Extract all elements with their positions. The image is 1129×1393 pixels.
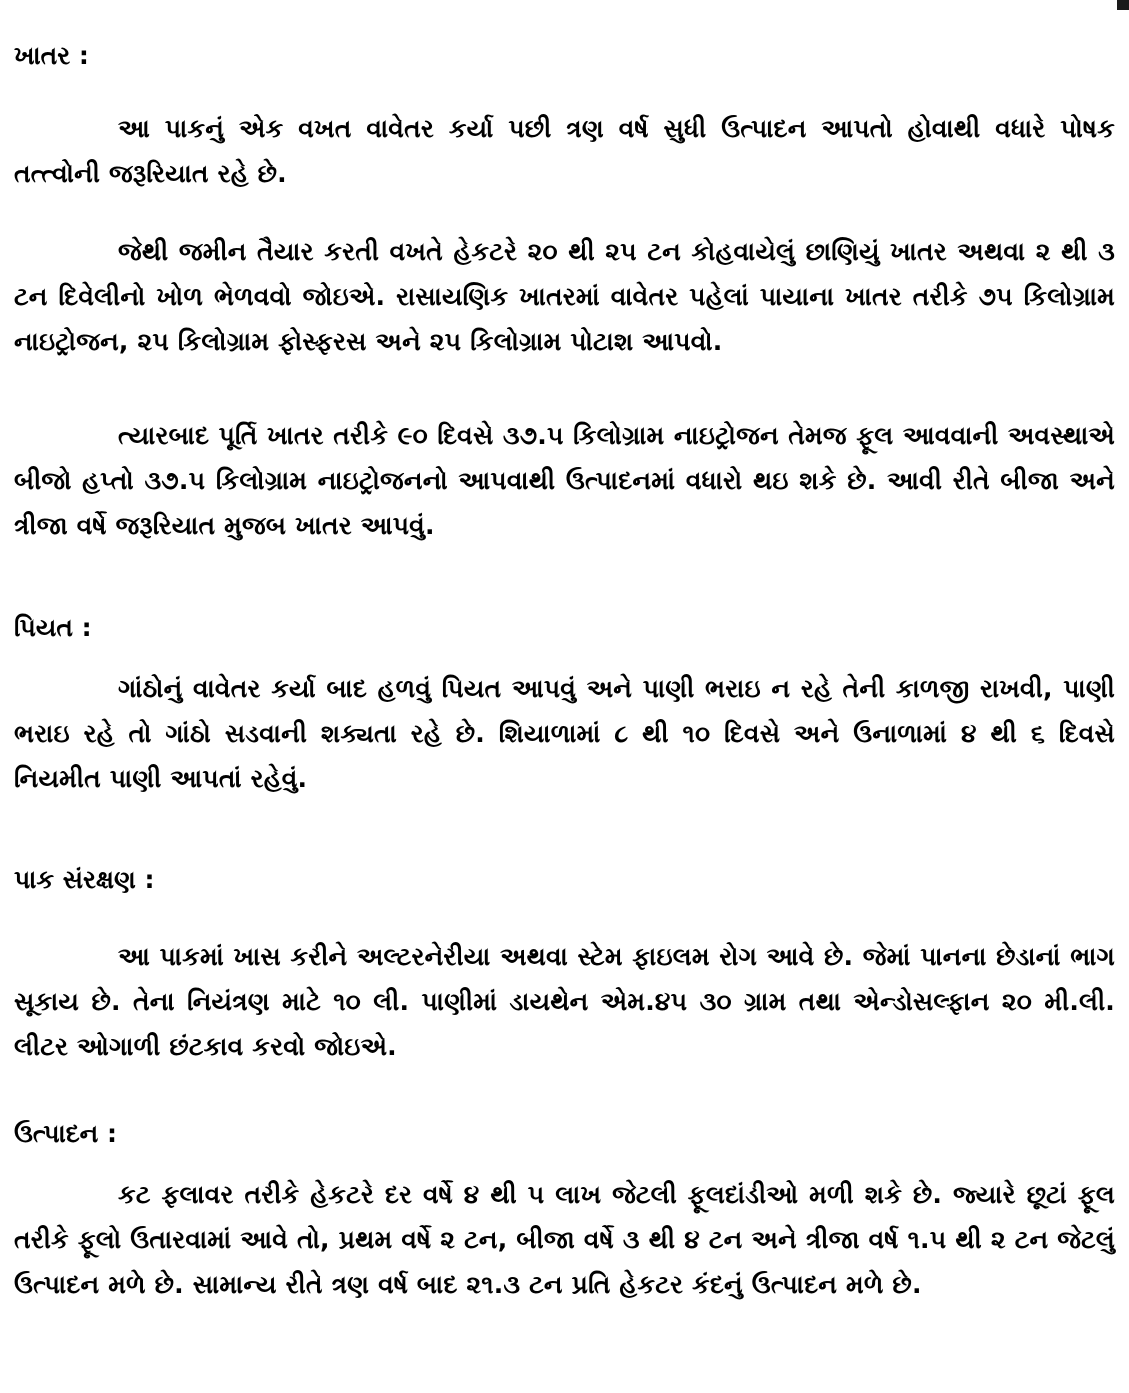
paragraph-fertilizer-1: આ પાકનું એક વખત વાવેતર કર્યા પછી ત્રણ વર્ષ સુધી ઉત્પાદન આપતો હોવાથી વધારે પોષક તત્ત્વોની જરૂરિયાત રહે છે. [14, 114, 1115, 188]
paragraph-irrigation-1: ગાંઠોનું વાવેતર કર્યા બાદ હળવું પિયત આપવું અને પાણી ભરાઇ ન રહે તેની કાળજી રાખવી, પાણી ભરાઇ રહે તો ગાંઠો સડવાની શક્યતા રહે છે. શિયાળામાં ૮ થી ૧૦ દિવસે અને ઉનાળામાં ૪ થી ૬ દિવસે નિયમીત પાણી આપતાં રહેવું. [14, 674, 1115, 793]
heading-fertilizer: ખાતર : [14, 41, 89, 70]
heading-irrigation: પિયત : [14, 613, 92, 642]
heading-crop-protection: પાક સંરક્ષણ : [14, 865, 155, 894]
paragraph-fertilizer-2: જેથી જમીન તૈયાર કરતી વખતે હેકટરે ૨૦ થી ૨૫ ટન કોહવાયેલું છાણિયું ખાતર અથવા ૨ થી ૩ ટન દિવેલીનો ખોળ ભેળવવો જોઇએ. રાસાયણિક ખાતરમાં વાવેતર પહેલાં પાયાના ખાતર તરીકે ૭૫ કિલોગ્રામ નાઇટ્રોજન, ૨૫ કિલોગ્રામ ફોસ્ફરસ અને ૨૫ કિલોગ્રામ પોટાશ આપવો. [14, 237, 1115, 356]
paragraph-production-1: કટ ફલાવર તરીકે હેકટરે દર વર્ષે ૪ થી ૫ લાખ જેટલી ફૂલદાંડીઓ મળી શકે છે. જ્યારે છૂટાં ફૂલ તરીકે ફૂલો ઉતારવામાં આવે તો, પ્રથમ વર્ષે ૨ ટન, બીજા વર્ષે ૩ થી ૪ ટન અને ત્રીજા વર્ષ ૧.૫ થી ૨ ટન જેટલું ઉત્પાદન મળે છે. સામાન્ય રીતે ત્રણ વર્ષ બાદ ૨૧.૩ ટન પ્રતિ હેકટર કંદનું ઉત્પાદન મળે છે. [14, 1180, 1115, 1299]
scan-edge-mark [1117, 0, 1129, 10]
paragraph-crop-protection-1: આ પાકમાં ખાસ કરીને અલ્ટરનેરીયા અથવા સ્ટેમ ફાઇલમ રોગ આવે છે. જેમાં પાનના છેડાનાં ભાગ સૂકાય છે. તેના નિયંત્રણ માટે ૧૦ લી. પાણીમાં ડાયથેન એમ.૪૫ ૩૦ ગ્રામ તથા એન્ડોસલ્ફાન ૨૦ મી.લી. લીટર ઓગાળી છંટકાવ કરવો જોઇએ. [14, 942, 1115, 1061]
heading-production: ઉત્પાદન : [14, 1119, 118, 1148]
paragraph-fertilizer-3: ત્યારબાદ પૂર્તિ ખાતર તરીકે ૯૦ દિવસે ૩૭.૫ કિલોગ્રામ નાઇટ્રોજન તેમજ ફૂલ આવવાની અવસ્થાએ બીજો હપ્તો ૩૭.૫ કિલોગ્રામ નાઇટ્રોજનનો આપવાથી ઉત્પાદનમાં વધારો થઇ શકે છે. આવી રીતે બીજા અને ત્રીજા વર્ષે જરૂરિયાત મુજબ ખાતર આપવું. [14, 421, 1115, 540]
